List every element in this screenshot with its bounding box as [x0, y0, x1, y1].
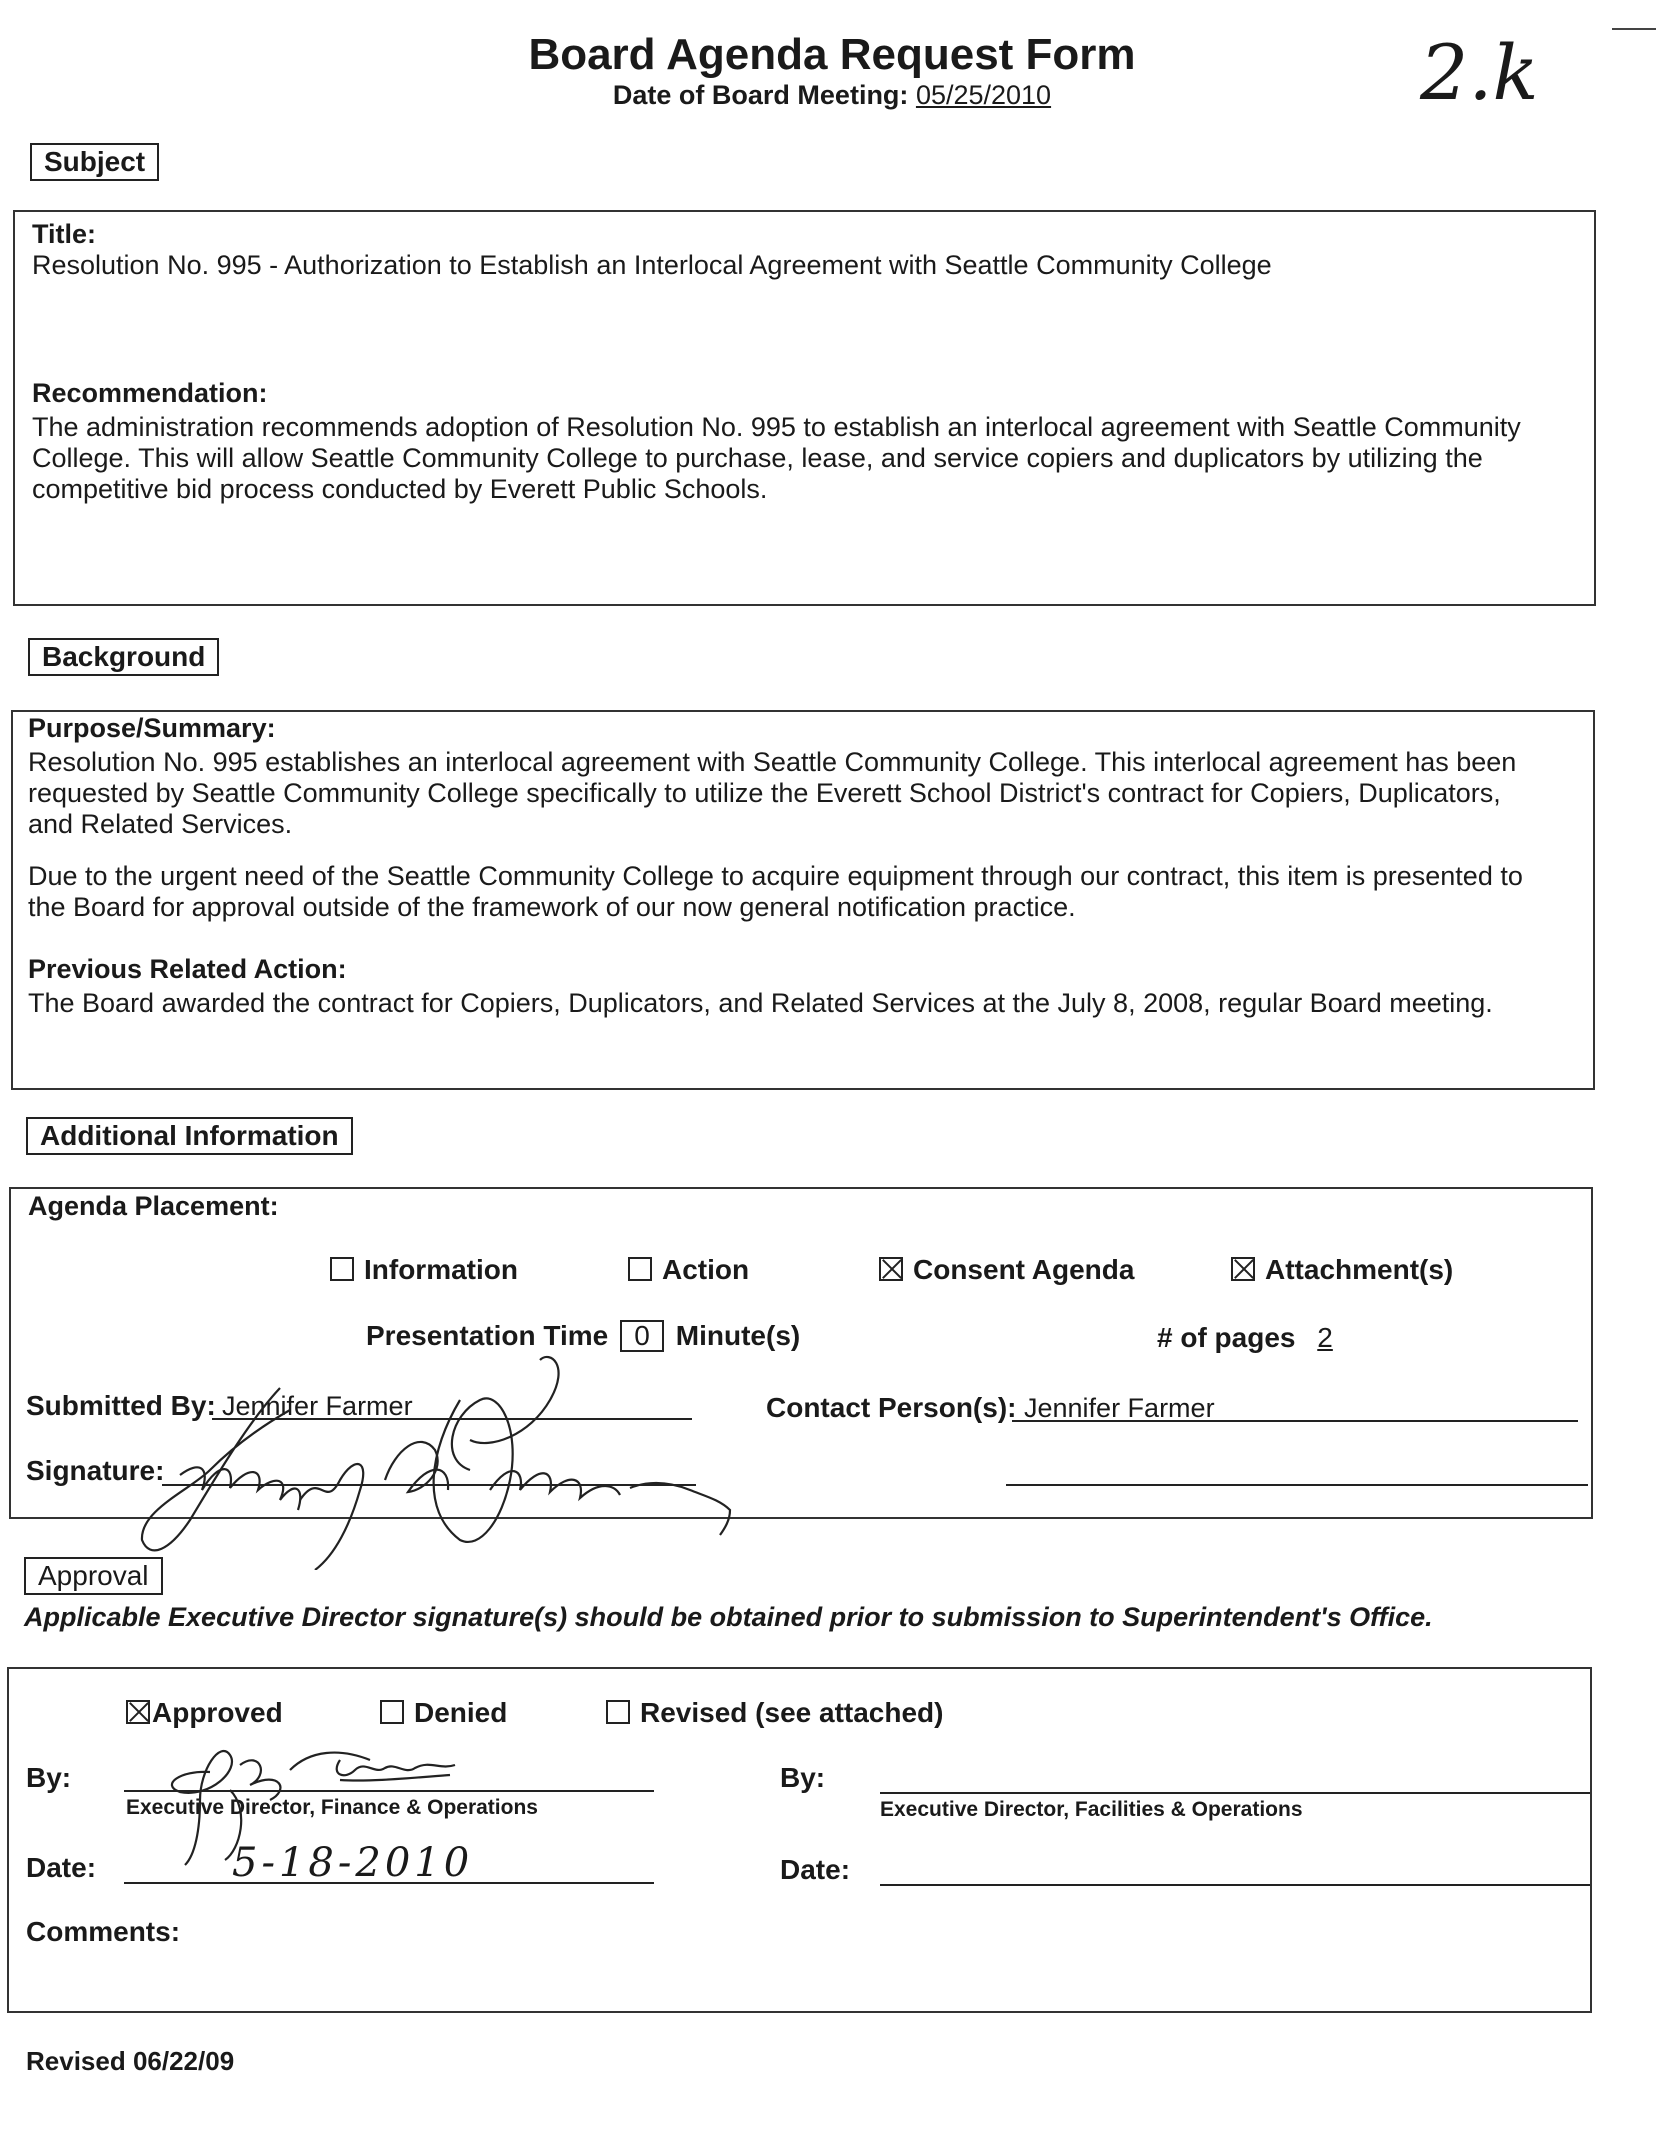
left-role: Executive Director, Finance & Operations: [126, 1796, 538, 1819]
attachments-checkbox[interactable]: [1231, 1257, 1255, 1281]
denied-label: Denied: [414, 1697, 508, 1728]
presentation-time-label: Presentation Time: [366, 1320, 609, 1351]
recommendation-line-1: The administration recommends adoption of Resolution No. 995 to establish an interlocal agreement with Seattle Community: [32, 412, 1521, 442]
left-date-label: Date:: [26, 1852, 97, 1883]
contact-second-line: [1006, 1484, 1588, 1486]
consent-agenda-checkbox[interactable]: [879, 1257, 903, 1281]
right-by-label: By:: [780, 1762, 826, 1793]
subject-tab: Subject: [30, 143, 159, 181]
information-checkbox[interactable]: [330, 1257, 354, 1281]
option-approved[interactable]: [126, 1697, 283, 1729]
recommendation-line-3: competitive bid process conducted by Everett Public Schools.: [32, 474, 768, 504]
presentation-time-field[interactable]: 0: [620, 1320, 664, 1352]
contact-person-label: Contact Person(s):: [766, 1392, 1017, 1423]
consent-agenda-label: Consent Agenda: [913, 1254, 1135, 1285]
attachments-label: Attachment(s): [1265, 1254, 1454, 1285]
recommendation-label: Recommendation:: [32, 378, 268, 408]
meeting-date-label: Date of Board Meeting:: [612, 80, 909, 110]
recommendation-line-2: College. This will allow Seattle Community College to purchase, lease, and service copiers and duplicators by utilizing the: [32, 443, 1483, 473]
revised-checkbox[interactable]: [606, 1700, 630, 1724]
option-revised[interactable]: [606, 1697, 943, 1729]
approval-tab: Approval: [24, 1557, 163, 1595]
handwritten-approval-date: 5-18-2010: [232, 1840, 474, 1886]
previous-action-text: The Board awarded the contract for Copiers, Duplicators, and Related Services at the July 8, 2008, regular Board meeting.: [28, 988, 1493, 1018]
additional-info-tab: Additional Information: [26, 1117, 353, 1155]
approval-note: Applicable Executive Director signature(s) should be obtained prior to submission to Superintendent's Office.: [24, 1602, 1433, 1632]
previous-action-label: Previous Related Action:: [28, 954, 347, 984]
signature-label: Signature:: [26, 1455, 165, 1486]
right-date-label: Date:: [780, 1854, 851, 1885]
approved-label: Approved: [152, 1697, 283, 1728]
pages-value: 2: [1317, 1322, 1333, 1353]
submitted-by-label: Submitted By:: [26, 1390, 216, 1421]
purpose-line-2: requested by Seattle Community College specifically to utilize the Everett School District's contract for Copiers, Duplicators,: [28, 778, 1501, 808]
title-text: Resolution No. 995 - Authorization to Establish an Interlocal Agreement with Seattle Community College: [32, 250, 1272, 280]
denied-checkbox[interactable]: [380, 1700, 404, 1724]
information-label: Information: [364, 1254, 518, 1285]
purpose-line-3: and Related Services.: [28, 809, 293, 839]
meeting-date-value: 05/25/2010: [915, 80, 1052, 110]
handwritten-signature: [130, 1340, 790, 1570]
comments-label: Comments:: [26, 1916, 181, 1947]
revised-date: Revised 06/22/09: [26, 2046, 235, 2076]
purpose-line-1: Resolution No. 995 establishes an interlocal agreement with Seattle Community College. This interlocal agreement has been: [28, 747, 1517, 777]
action-label: Action: [662, 1254, 750, 1285]
title-label: Title:: [32, 219, 97, 249]
contact-person-value: Jennifer Farmer: [1024, 1393, 1215, 1423]
right-date-line: [880, 1884, 1590, 1886]
background-tab: Background: [28, 638, 219, 676]
revised-label: Revised (see attached): [640, 1697, 944, 1728]
option-action[interactable]: [628, 1254, 749, 1286]
option-information[interactable]: [330, 1254, 518, 1286]
option-denied[interactable]: [380, 1697, 507, 1729]
left-date-line: [124, 1882, 654, 1884]
urgent-line-1: Due to the urgent need of the Seattle Community College to acquire equipment through our contract, this item is presented to: [28, 861, 1523, 891]
action-checkbox[interactable]: [628, 1257, 652, 1281]
corner-mark: [1612, 28, 1656, 30]
meeting-date-row: [0, 80, 1664, 111]
pages-row: [1157, 1322, 1333, 1354]
right-role: Executive Director, Facilities & Operations: [880, 1798, 1303, 1821]
urgent-line-2: the Board for approval outside of the framework of our now general notification practice.: [28, 892, 1076, 922]
left-by-label: By:: [26, 1762, 72, 1793]
minutes-label: Minute(s): [675, 1320, 801, 1351]
approved-checkbox[interactable]: [126, 1700, 150, 1724]
right-by-line: [880, 1792, 1590, 1794]
agenda-placement-label: Agenda Placement:: [28, 1191, 279, 1221]
option-consent-agenda[interactable]: [879, 1254, 1134, 1286]
pages-label: # of pages: [1157, 1322, 1296, 1353]
purpose-label: Purpose/Summary:: [28, 713, 276, 743]
submitted-by-value: Jennifer Farmer: [222, 1391, 413, 1421]
handwritten-item-number: 2.k: [1420, 28, 1539, 117]
contact-person-line: [1012, 1420, 1578, 1422]
form-title: Board Agenda Request Form: [528, 30, 1136, 79]
option-attachments[interactable]: [1231, 1254, 1453, 1286]
